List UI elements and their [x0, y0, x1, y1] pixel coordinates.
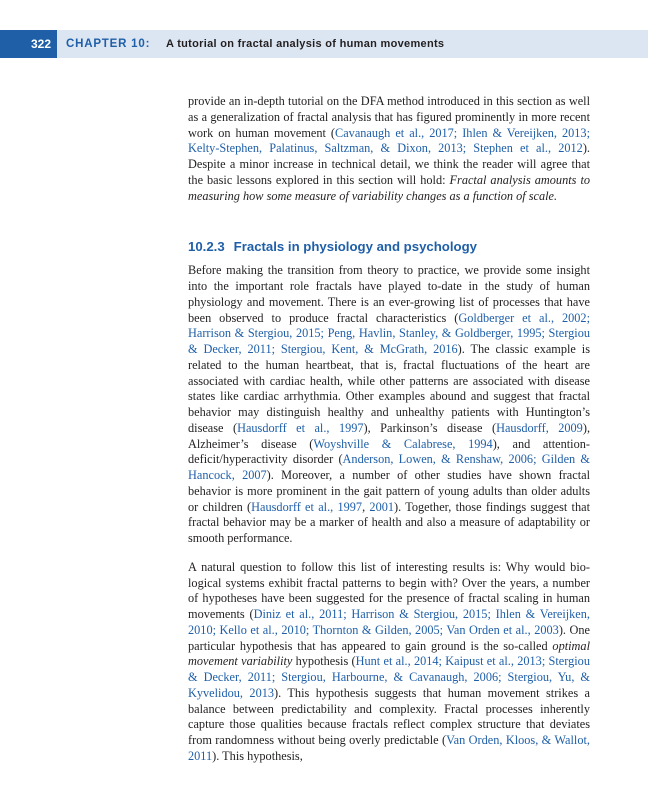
body-paragraph-1: Before making the transition from theory to practice, we provide some insight into the important role fractals have played to-date in the study of human physiology and movement. There is an ever-growing list of processes that have been observed to produce fractal characteristics (Goldberger et al., 2002; Harrison & Stergiou, 2015; Peng, Havlin, Stanley, & Goldberger, 1995; Stergiou & Decker, 2011; Stergiou, Kent, & McGrath, 2016). The classic example is related to the human heartbeat, that is, fractal fluctuations of the heart are associated with cardiac health, while other patterns are associated with disease states like cardiac arrhythmia. Other examples abound and suggest that fractal behavior may distinguish healthy and unhealthy patients with Huntington’s disease (Hausdorff et al., 1997), Parkinson’s disease (Hausdorff, 2009), Alzheimer’s disease (Woyshville & Calabrese, 1994), and attention-deficit/hyperactivity disorder (Anderson, Lowen, & Renshaw, 2006; Gilden & Hancock, 2007). Moreover, a number of other studies have shown fractal behavior is more prominent in the gait pattern of young adults than older adults or children (Hausdorff et al., 1997, 2001). Together, those findings suggest that fractal behavior may be a marker of health and also a measure of adaptability or smooth performance.: [188, 263, 591, 545]
citation-link[interactable]: Diniz et al., 2011; Harrison & Stergiou, 2015; Ihlen & Vereijken, 2010; Kello et al., 2010; Thornton & Gilden, 2005; Van Orden et al., 2003: [188, 607, 590, 637]
section-heading: [188, 239, 590, 255]
citation-link[interactable]: Cavanaugh et al., 2017; Ihlen & Vereijken, 2013; Kelty-Stephen, Palatinus, Saltzman, & Dixon, 2013; Stephen et al., 2012: [188, 125, 590, 156]
citation-link[interactable]: Hausdorff et al., 1997: [237, 420, 364, 435]
section-title: Fractals in physiology and psychology: [233, 239, 477, 255]
citation-link[interactable]: Woyshville & Calabrese, 1994: [313, 436, 493, 451]
emphasis-text: Fractal analysis amounts to measuring how some measure of variability changes as a function of scale.: [188, 172, 591, 203]
citation-link[interactable]: Van Orden, Kloos, & Wallot, 2011: [188, 733, 590, 763]
page-number: 322: [0, 30, 57, 58]
citation-link[interactable]: Hausdorff, 2009: [496, 420, 583, 435]
intro-paragraph: provide an in-depth tutorial on the DFA method introduced in this section as well as a generalization of fractal analysis that has figured prominently in more recent work on human movement (Cavanaugh et al., 2017; Ihlen & Vereijken, 2013; Kelty-Stephen, Palatinus, Saltzman, & Dixon, 2013; Stephen et al., 2012). Despite a minor increase in technical detail, we think the reader will agree that the basic lessons explored in this section will hold: Fractal analysis amounts to measuring how some measure of variability changes as a function of scale.: [188, 94, 591, 203]
running-header: [0, 30, 648, 58]
chapter-title: A tutorial on fractal analysis of human movements: [166, 38, 445, 50]
body-paragraph-2: A natural question to follow this list of interesting results is: Why would biological systems exhibit fractal patterns to begin with? Over the years, a number of hypotheses have been suggested for the presence of fractal scaling in human movements (Diniz et al., 2011; Harrison & Stergiou, 2015; Ihlen & Vereijken, 2010; Kello et al., 2010; Thornton & Gilden, 2005; Van Orden et al., 2003). One particular hypothesis that has appeared to gain ground is the so-called optimal movement variability hypothesis (Hunt et al., 2014; Kaipust et al., 2013; Stergiou & Decker, 2011; Stergiou, Harbourne, & Cavanaugh, 2006; Stergiou, Yu, & Kyvelidou, 2013). This hypothesis suggests that human movement strikes a balance between predictability and complexity. Fractal processes inherently capture those qualities because fractals reflect complex structure that deviates from randomness without being overly predictable (Van Orden, Kloos, & Wallot, 2011). This hypothesis,: [188, 559, 591, 763]
citation-link[interactable]: Anderson, Lowen, & Renshaw, 2006; Gilden & Hancock, 2007: [188, 452, 590, 482]
citation-link[interactable]: Hunt et al., 2014; Kaipust et al., 2013; Stergiou & Decker, 2011; Stergiou, Harbourne, & Cavanaugh, 2006; Stergiou, Yu, & Kyvelidou, 2013: [188, 654, 590, 700]
citation-link[interactable]: 2001: [369, 499, 395, 514]
citation-link[interactable]: Hausdorff et al., 1997: [251, 499, 363, 514]
page-body: [188, 94, 590, 765]
section-number: 10.2.3: [188, 239, 225, 255]
citation-link[interactable]: Goldberger et al., 2002; Harrison & Stergiou, 2015; Peng, Havlin, Stanley, & Goldberger, 1995; Stergiou & Decker, 2011; Stergiou, Kent, & McGrath, 2016: [188, 310, 590, 356]
chapter-label: CHAPTER 10:: [66, 38, 151, 50]
emphasis-text: optimal movement variability: [188, 638, 590, 669]
